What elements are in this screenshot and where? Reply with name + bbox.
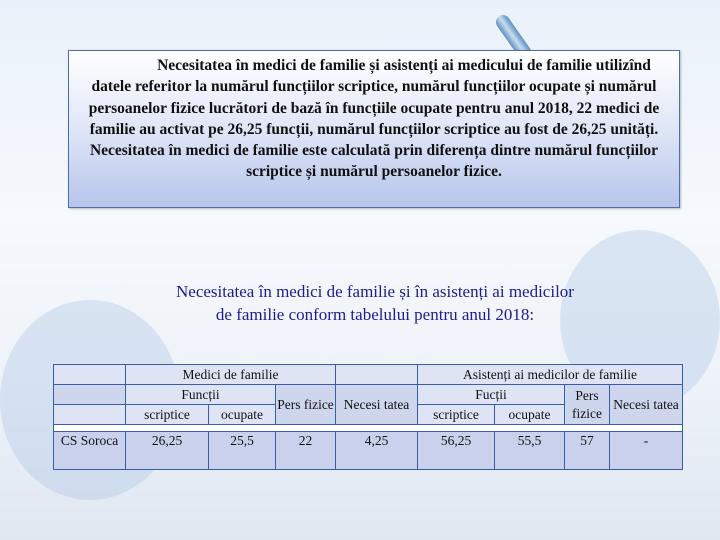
- cell: 4,25: [336, 432, 418, 470]
- cell: 26,25: [126, 432, 209, 470]
- table-heading: [60, 280, 690, 326]
- functii-header: Funcții: [126, 385, 276, 405]
- ocupate-header: ocupate: [495, 405, 565, 425]
- empty-header-cell: [54, 365, 126, 385]
- cell: 57: [565, 432, 610, 470]
- empty-header-cell: [336, 365, 418, 385]
- cell: 22: [276, 432, 336, 470]
- group-header-medici: Medici de familie: [126, 365, 336, 385]
- necesitatea-header: Necesi tatea: [610, 385, 683, 425]
- spacer-row: [54, 425, 683, 432]
- empty-header-cell: [54, 405, 126, 425]
- cell: -: [610, 432, 683, 470]
- table-row: [54, 432, 683, 470]
- functii-header: Fucții: [418, 385, 565, 405]
- scriptice-header: scriptice: [126, 405, 209, 425]
- heading-line-2: de familie conform tabelului pentru anul 2018:: [215, 305, 535, 324]
- cell: 55,5: [495, 432, 565, 470]
- row-label: CS Soroca: [54, 432, 126, 470]
- heading-line-1: Necesitatea în medici de familie și în asistenți ai medicilor: [176, 282, 574, 301]
- scriptice-header: scriptice: [418, 405, 495, 425]
- cell: 56,25: [418, 432, 495, 470]
- necesitatea-header: Necesi tatea: [336, 385, 418, 425]
- group-header-asistenti: Asistenți ai medicilor de familie: [418, 365, 683, 385]
- intro-text: Necesitatea în medici de familie și asistenți ai medicului de familie utilizînd datele referitor la numărul funcțiilor scriptice, numărul funcțiilor ocupate și numărul persoanelor fizice lucrători de bază în funcțiile ocupate pentru anul 2018, 22 medici de familie au activat pe 26,25 funcții, numărul funcțiilor scriptice au fost de 26,25 unități. Necesitatea în medici de familie este calculată prin diferența dintre numărul funcțiilor scriptice și numărul persoanelor fizice.: [88, 57, 660, 181]
- staffing-table: [53, 364, 683, 470]
- empty-header-cell: [54, 385, 126, 405]
- pers-fizice-header: Pers fizice: [565, 385, 610, 425]
- ocupate-header: ocupate: [209, 405, 276, 425]
- pers-fizice-header: Pers fizice: [276, 385, 336, 425]
- cell: 25,5: [209, 432, 276, 470]
- intro-textbox: [68, 50, 680, 208]
